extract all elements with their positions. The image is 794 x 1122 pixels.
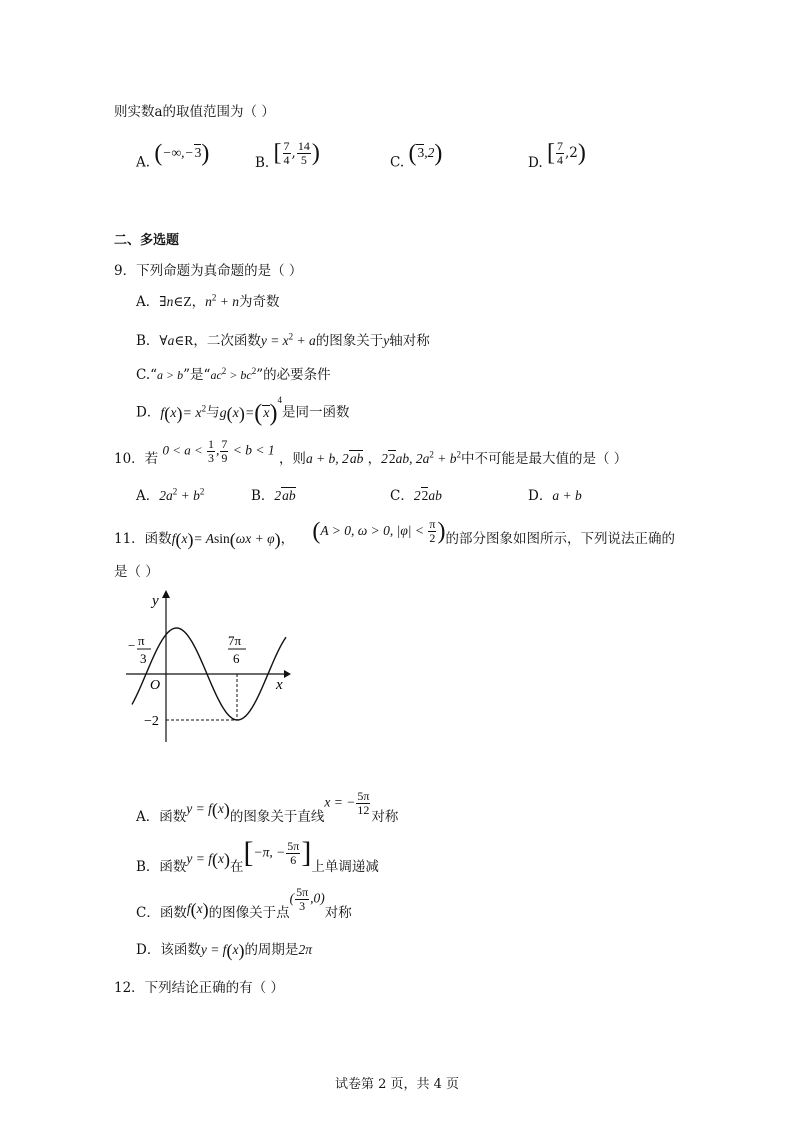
seven-pi-sixth-numerator: 7π (228, 633, 242, 648)
q8-option-b: B. [ $\frac{7}{4}$ , $\frac{14}{5}$ ) (255, 139, 320, 171)
page-footer: 试卷第 2 页，共 4 页 (334, 1077, 460, 1092)
x-axis-arrow-icon (284, 670, 291, 678)
q11-option-a: A．函数y = f(x)的图象关于直线x = − $\frac{5\pi}{12}$ 对称 (136, 789, 399, 825)
q8-option-c: C. (3,2) (390, 140, 443, 171)
q8-option-a: A. (−∞,−3) (136, 140, 210, 171)
q11-option-b: B．函数y = f(x)在[−π, − $\frac{5\pi}{6}$ ]上单调递减 (136, 836, 379, 875)
y-label: y (152, 593, 159, 609)
q10-option-a: A．$2a^2 + b^2$ (136, 486, 205, 504)
x-label: x (276, 677, 283, 693)
q10-options (136, 484, 204, 504)
q10-option-d: D．a + b (528, 488, 582, 504)
y-axis-arrow-icon (162, 590, 170, 598)
q9-option-a: A．∃n∈Z，$n^2 + n$为奇数 (136, 292, 280, 310)
q11-stem-line2: 是（ ） (114, 564, 159, 580)
q9-option-b: B．∀a∈R，二次函数$y = x^2 + a$的图象关于y轴对称 (136, 331, 430, 349)
neg-pi-third-minus: − (128, 638, 136, 653)
q8-stem: 则实数a的取值范围为（ ） (114, 104, 275, 120)
q12-stem: 12．下列结论正确的有（ ） (114, 980, 284, 996)
neg-pi-third-numerator: π (138, 633, 145, 648)
q11-stem: 11．函数f(x)= Asin(ωx + φ)， (A > 0, ω > 0, |φ| < $\frac{\pi}{2}$ )的部分图象如图所示，下列说法正确的 (114, 517, 675, 549)
neg-two-label: −2 (144, 714, 159, 729)
q10-option-b: B．2ab (251, 488, 296, 504)
q8-option-d: D. [ $\frac{7}{4}$ ,2) (528, 139, 586, 171)
q10-stem: 10．若 0 < a < $\frac{1}{3}$ , $\frac{7}{9}$ < b < 1 ，则a + b, 2ab ，22ab, $2a^2 + b^2$中不可能是最大值的是（ ） (114, 437, 628, 467)
q9-option-c: C.“a > b”是“$ac^2 > bc^2$”的必要条件 (136, 366, 331, 383)
q10-option-c: C．22ab (390, 488, 442, 504)
q9-option-d: D．$f(x)= x^2$与$g(x)=(x)^4$是同一函数 (136, 395, 350, 426)
neg-pi-third-denominator: 3 (140, 651, 147, 666)
q11-option-c: C．函数f(x)的图像关于点( $\frac{5\pi}{3}$ ,0)对称 (136, 885, 352, 921)
origin-label: O (150, 678, 161, 693)
seven-pi-sixth-denominator: 6 (233, 651, 240, 666)
q9-stem: 9．下列命题为真命题的是（ ） (114, 263, 303, 279)
section-title: 二、多选题 (114, 233, 180, 248)
q11-option-d: D．该函数y = f(x)的周期是2π (136, 940, 312, 961)
q11-sine-graph (124, 588, 296, 748)
